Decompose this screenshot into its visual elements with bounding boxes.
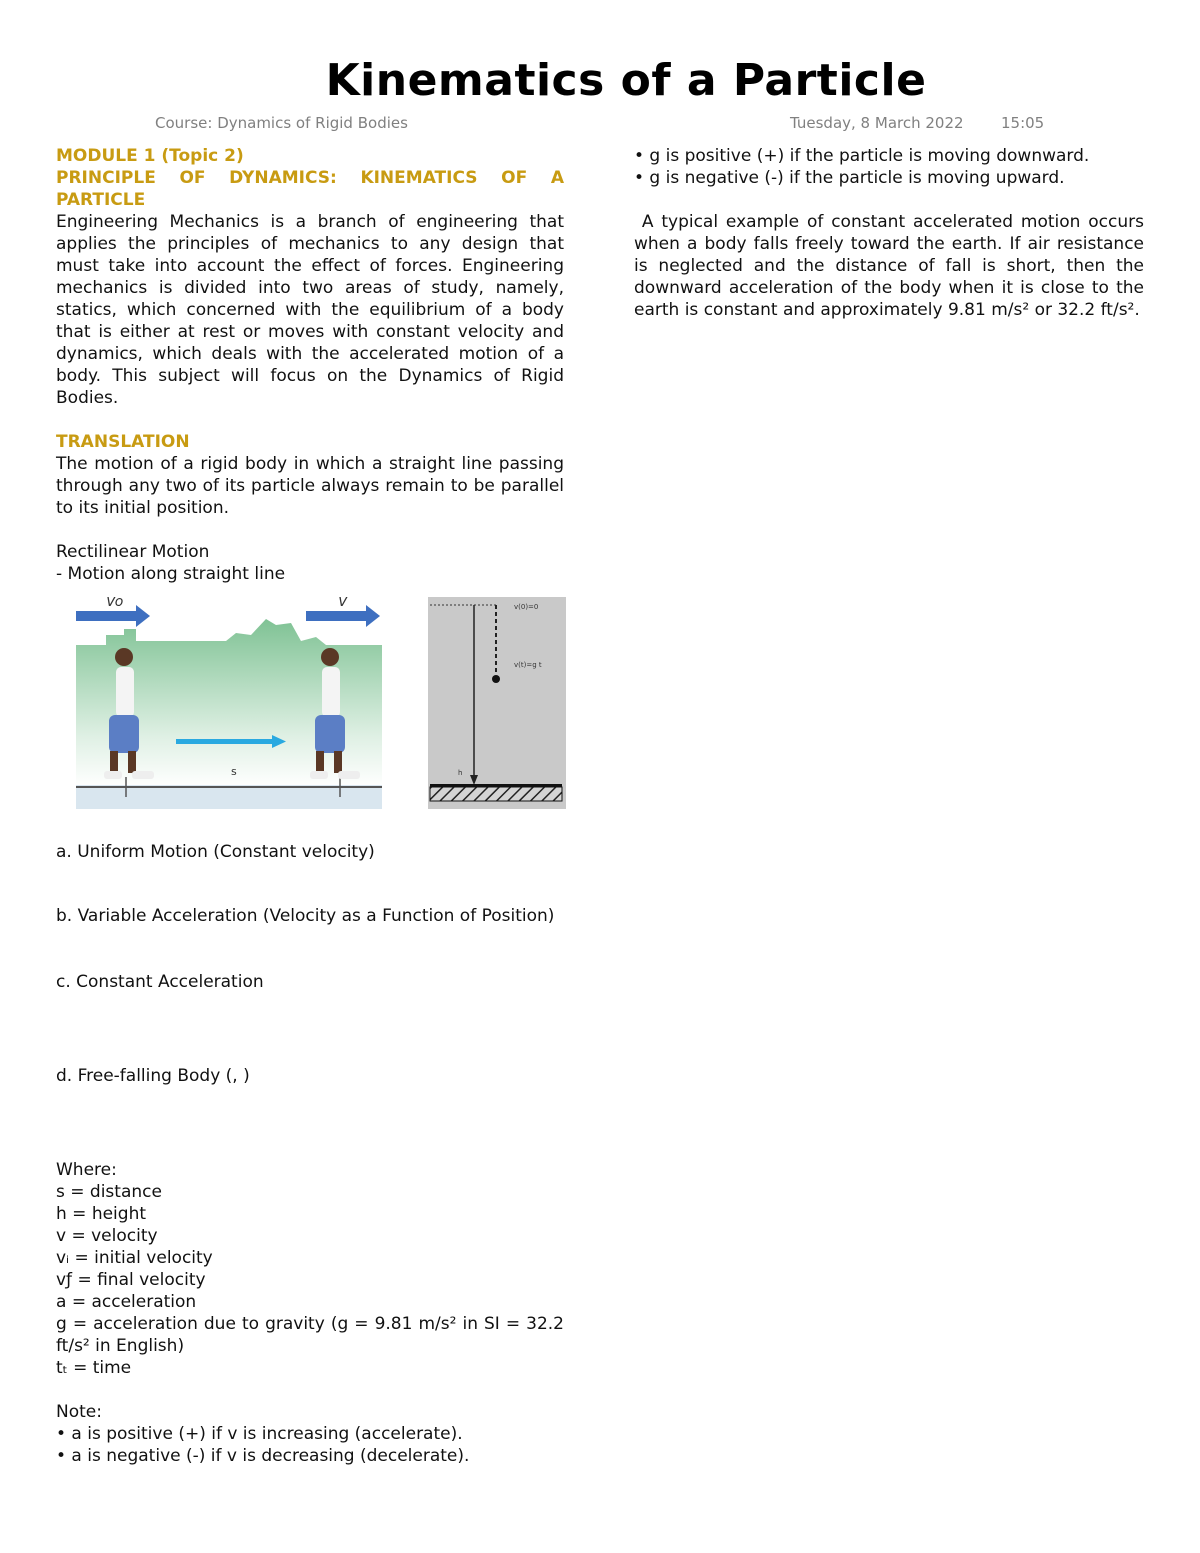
definition-item: vƒ = final velocity [56,1270,206,1290]
definition-item: a = acceleration [56,1292,197,1312]
note-item: • a is negative (-) if v is decreasing (decelerate). [56,1446,470,1466]
note-item: • a is positive (+) if v is increasing (accelerate). [56,1424,463,1444]
translation-paragraph: The motion of a rigid body in which a straight line passing through any two of its particle always remain to be parallel to its initial position. [56,454,564,518]
g-negative-bullet: • g is negative (-) if the particle is moving upward. [634,168,1065,188]
v-label: V [338,597,348,610]
where-heading: Where: [56,1160,117,1180]
free-fall-paragraph: A typical example of constant accelerated motion occurs when a body falls freely toward the earth. If air resistance is neglected and the distance of fall is short, then the downward acceleration of the body when it is close to the earth is constant and approximately 9.81 m/s² or 32.2 ft/s². [634,212,1150,320]
case-d: d. Free-falling Body (, ) [56,1066,250,1086]
page-title: Kinematics of a Particle [325,55,927,106]
definition-item: h = height [56,1204,147,1224]
definition-item: v = velocity [56,1226,158,1246]
v0-label: Vo [106,597,124,610]
figures-row [56,597,564,813]
v-t-label: v(t)=g t [514,661,542,669]
definition-item: g = acceleration due to gravity (g = 9.81 m/s² in SI = 32.2 ft/s² in English) [56,1314,564,1356]
date-label: Tuesday, 8 March 2022 [790,114,964,132]
walking-man-figure [76,597,382,809]
note-heading: Note: [56,1402,102,1422]
module-heading: MODULE 1 (Topic 2) [56,146,244,166]
course-label: Course: Dynamics of Rigid Bodies [155,114,408,132]
free-fall-figure [428,597,566,809]
principle-heading: PRINCIPLE OF DYNAMICS: KINEMATICS OF A PARTICLE [56,168,564,210]
h-label: h [458,769,463,777]
case-b: b. Variable Acceleration (Velocity as a Function of Position) [56,906,555,926]
definition-item: vᵢ = initial velocity [56,1248,213,1268]
case-c: c. Constant Acceleration [56,972,264,992]
left-column [56,145,564,1467]
definition-item: tₜ = time [56,1358,132,1378]
right-column [634,145,1150,321]
translation-heading: TRANSLATION [56,432,190,452]
definition-item: s = distance [56,1182,162,1202]
g-positive-bullet: • g is positive (+) if the particle is moving downward. [634,146,1090,166]
v-top-label: v(0)=0 [514,603,539,611]
time-label: 15:05 [1001,114,1045,132]
rectilinear-label: Rectilinear Motion [56,542,210,562]
rectilinear-definition: - Motion along straight line [56,564,286,584]
s-label: s [231,765,237,778]
intro-paragraph: Engineering Mechanics is a branch of engineering that applies the principles of mechanics to any design that must take into account the effect of forces. Engineering mechanics is divided into two areas of study, namely, statics, which concerned with the equilibrium of a body that is either at rest or moves with constant velocity and dynamics, which deals with the accelerated motion of a body. This subject will focus on the Dynamics of Rigid Bodies. [56,212,564,408]
case-a: a. Uniform Motion (Constant velocity) [56,842,375,862]
